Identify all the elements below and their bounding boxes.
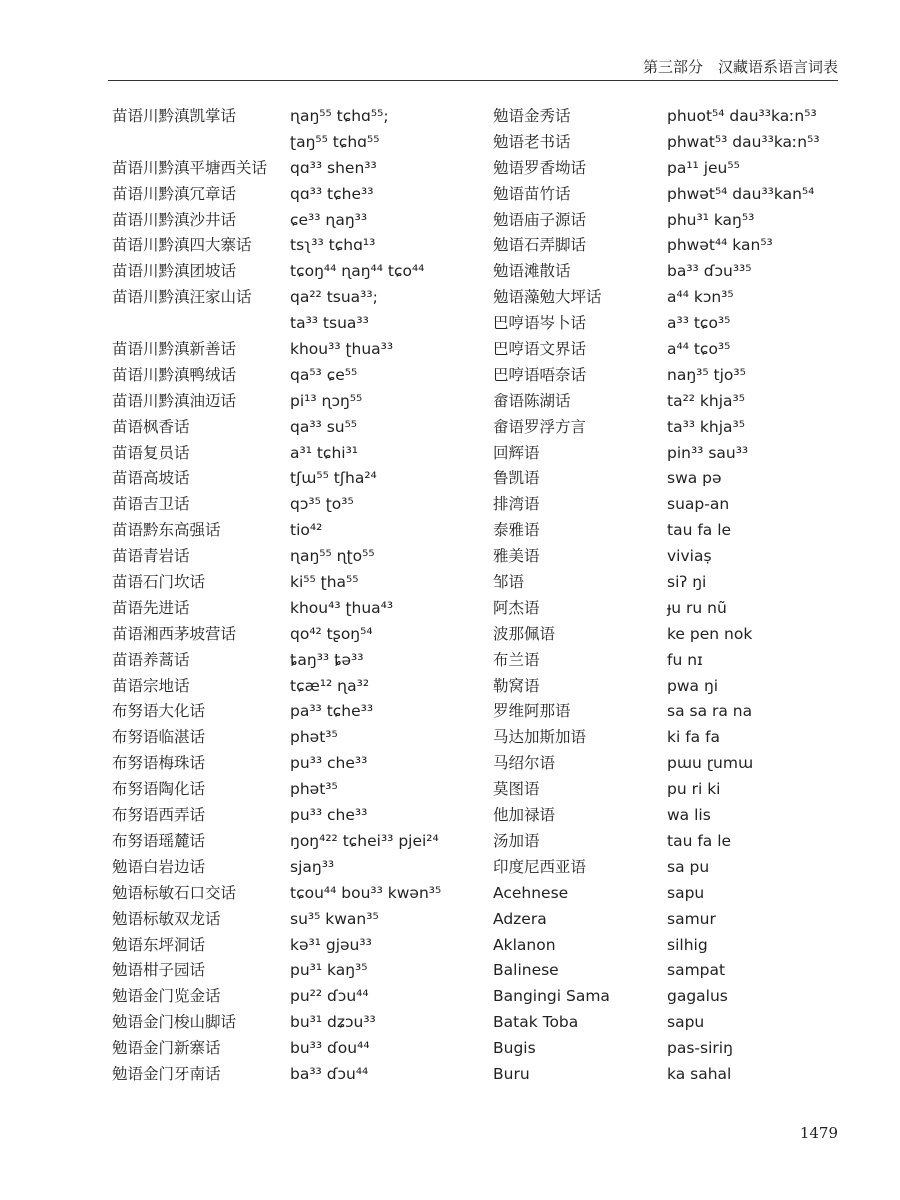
page-number: 1479 bbox=[799, 1124, 838, 1142]
language-name: 苗语川黔滇凯掌话 bbox=[112, 107, 237, 125]
language-name: 畲语罗浮方言 bbox=[493, 417, 587, 436]
word-form: phət³⁵ bbox=[290, 728, 338, 747]
word-form: ta²² khja³⁵ bbox=[667, 391, 745, 410]
word-form: siʔ ŋi bbox=[667, 573, 707, 592]
word-form: tɕæ¹² ɳa³² bbox=[290, 676, 370, 695]
word-form: pi¹³ ɳɔŋ⁵⁵ bbox=[290, 391, 363, 410]
language-name: Acehnese bbox=[493, 883, 569, 902]
language-name: 泰雅语 bbox=[493, 521, 540, 540]
language-name: 苗语枫香话 bbox=[112, 417, 190, 436]
word-form: ɳaŋ⁵⁵ ɳʈo⁵⁵ bbox=[290, 547, 375, 566]
word-form: phu³¹ kaŋ⁵³ bbox=[667, 210, 755, 229]
word-form: qɑ³³ shen³³ bbox=[290, 158, 377, 177]
language-name: 苗语高坡话 bbox=[112, 469, 190, 488]
language-name: 汤加语 bbox=[493, 831, 540, 850]
word-form: ʈaŋ⁵⁵ tɕhɑ⁵⁵ bbox=[290, 132, 380, 151]
word-form: ba³³ ɗɔu⁴⁴ bbox=[290, 1064, 369, 1083]
language-name: 勉语藻勉大坪话 bbox=[493, 288, 602, 307]
word-form: pin³³ sau³³ bbox=[667, 443, 749, 462]
word-form: pwa ŋi bbox=[667, 676, 719, 695]
language-name: 苗语川黔滇新善话 bbox=[112, 340, 237, 359]
language-name: 勉语金门牙南话 bbox=[112, 1064, 221, 1083]
word-form: phwət⁵⁴ dau³³kan⁵⁴ bbox=[667, 184, 815, 203]
word-form: naŋ³⁵ tjo³⁵ bbox=[667, 365, 746, 384]
word-form: ba³³ ɗɔu³³⁵ bbox=[667, 262, 752, 281]
language-name: 布努语瑶麓话 bbox=[112, 831, 206, 850]
language-name bbox=[112, 311, 290, 337]
language-name: 罗维阿那语 bbox=[493, 702, 571, 721]
language-name: 苗语吉卫话 bbox=[112, 495, 190, 514]
word-form: pas-siriŋ bbox=[667, 1039, 733, 1058]
language-name: Bangingi Sama bbox=[493, 987, 610, 1006]
language-name: 勉语标敏双龙话 bbox=[112, 909, 221, 928]
language-name: 鲁凯语 bbox=[493, 469, 540, 488]
language-name: 苗语川黔滇汪家山话 bbox=[112, 288, 252, 307]
word-form: pu³³ che³³ bbox=[290, 754, 368, 773]
word-form: qɔ³⁵ ʈo³⁵ bbox=[290, 495, 354, 514]
language-name: Bugis bbox=[493, 1039, 536, 1058]
language-name: 莫图语 bbox=[493, 780, 540, 799]
word-form: tʃɯ⁵⁵ tʃha²⁴ bbox=[290, 469, 377, 488]
word-form: ta³³ khja³⁵ bbox=[667, 417, 745, 436]
language-name: 布努语大化话 bbox=[112, 702, 206, 721]
language-name: 勉语金门览金话 bbox=[112, 987, 221, 1006]
word-form: khou⁴³ ʈhua⁴³ bbox=[290, 598, 394, 617]
language-name: Adzera bbox=[493, 909, 547, 928]
language-name: 布努语西弄话 bbox=[112, 806, 206, 825]
word-form: ɕe³³ ɳaŋ³³ bbox=[290, 210, 368, 229]
language-name: 苗语川黔滇四大寨话 bbox=[112, 236, 252, 255]
language-name: 苗语川黔滇团坡话 bbox=[112, 262, 237, 281]
word-form: ta³³ tsua³³ bbox=[290, 314, 369, 333]
word-form: fu nɪ bbox=[667, 650, 703, 669]
word-form: tau fa le bbox=[667, 521, 732, 540]
language-name: 苗语先进话 bbox=[112, 598, 190, 617]
language-name: 他加禄语 bbox=[493, 806, 556, 825]
word-form: viviaṣ bbox=[667, 547, 712, 566]
word-form: a³³ tɕo³⁵ bbox=[667, 314, 731, 333]
language-name: 巴哼语唔奈话 bbox=[493, 365, 587, 384]
word-form: sa sa ra na bbox=[667, 702, 753, 721]
language-name: 回辉语 bbox=[493, 443, 540, 462]
word-form: su³⁵ kwan³⁵ bbox=[290, 909, 379, 928]
word-form: a⁴⁴ kɔn³⁵ bbox=[667, 288, 734, 307]
language-name: 阿杰语 bbox=[493, 598, 540, 617]
language-name: 勉语金秀话 bbox=[493, 107, 571, 125]
word-form: swa pə bbox=[667, 469, 722, 488]
right-language-column bbox=[493, 104, 665, 1088]
language-name: Balinese bbox=[493, 961, 559, 980]
word-form: qa⁵³ ɕe⁵⁵ bbox=[290, 365, 358, 384]
language-name: 苗语川黔滇油迈话 bbox=[112, 391, 237, 410]
word-form: pa¹¹ jeu⁵⁵ bbox=[667, 158, 740, 177]
left-language-column bbox=[112, 104, 290, 1088]
language-name: 勉语石弄脚话 bbox=[493, 236, 587, 255]
word-form: phuot⁵⁴ dau³³kaːn⁵³ bbox=[667, 107, 817, 125]
right-form-column bbox=[667, 104, 842, 1088]
language-name: 勒窝语 bbox=[493, 676, 540, 695]
language-name: 勉语苗竹话 bbox=[493, 184, 571, 203]
word-form: qa²² tsua³³; bbox=[290, 288, 378, 307]
running-header: 第三部分 汉藏语系语言词表 bbox=[642, 58, 838, 76]
language-name bbox=[112, 130, 290, 156]
word-form: ɟu ru nũ bbox=[667, 598, 727, 617]
language-name: Batak Toba bbox=[493, 1013, 579, 1032]
language-name: 苗语黔东高强话 bbox=[112, 521, 221, 540]
language-name: 勉语东坪洞话 bbox=[112, 935, 206, 954]
word-form: pu ri ki bbox=[667, 780, 721, 799]
word-form: a³¹ tɕhi³¹ bbox=[290, 443, 359, 462]
language-name: 苗语川黔滇冗章话 bbox=[112, 184, 237, 203]
language-name: 苗语川黔滇沙井话 bbox=[112, 210, 237, 229]
language-name: 马达加斯加语 bbox=[493, 728, 587, 747]
word-form: ɳaŋ⁵⁵ tɕhɑ⁵⁵; bbox=[290, 107, 389, 125]
word-form: samur bbox=[667, 909, 716, 928]
word-form: sapu bbox=[667, 883, 705, 902]
language-name: 巴哼语岑卜话 bbox=[493, 314, 587, 333]
word-form: wa lis bbox=[667, 806, 711, 825]
word-form: ke pen nok bbox=[667, 624, 753, 643]
word-form: khou³³ ʈhua³³ bbox=[290, 340, 394, 359]
language-name: 苗语川黔滇鸭绒话 bbox=[112, 365, 237, 384]
language-name: 布努语梅珠话 bbox=[112, 754, 206, 773]
language-name: Aklanon bbox=[493, 935, 556, 954]
word-form: qo⁴² tʂoŋ⁵⁴ bbox=[290, 624, 373, 643]
word-form: suap-an bbox=[667, 495, 730, 514]
word-form: tsʅ³³ tɕhɑ¹³ bbox=[290, 236, 376, 255]
language-name: 苗语川黔滇平塘西关话 bbox=[112, 158, 268, 177]
language-name: 勉语金门新寨话 bbox=[112, 1039, 221, 1058]
language-name: 勉语标敏石口交话 bbox=[112, 883, 237, 902]
language-name: 勉语白岩边话 bbox=[112, 857, 206, 876]
word-form: phwat⁵³ dau³³kaːn⁵³ bbox=[667, 132, 820, 151]
word-form: bu³¹ dʑɔu³³ bbox=[290, 1013, 376, 1032]
language-name: 勉语金门梭山脚话 bbox=[112, 1013, 237, 1032]
language-name: 勉语柑子园话 bbox=[112, 961, 206, 980]
word-form: sjaŋ³³ bbox=[290, 857, 335, 876]
language-name: 布努语陶化话 bbox=[112, 780, 206, 799]
word-form: pu³³ che³³ bbox=[290, 806, 368, 825]
word-form: ŋoŋ⁴²² tɕhei³³ pjei²⁴ bbox=[290, 831, 439, 850]
word-form: bu³³ ɗou⁴⁴ bbox=[290, 1039, 370, 1058]
word-form: ki⁵⁵ ʈha⁵⁵ bbox=[290, 573, 359, 592]
word-form: gagalus bbox=[667, 987, 728, 1006]
language-name: 苗语宗地话 bbox=[112, 676, 190, 695]
language-name: 勉语老书话 bbox=[493, 132, 571, 151]
word-form: tio⁴² bbox=[290, 521, 323, 540]
header-rule bbox=[108, 80, 838, 81]
language-name: 苗语青岩话 bbox=[112, 547, 190, 566]
language-name: 勉语滩散话 bbox=[493, 262, 571, 281]
word-form: tɕou⁴⁴ bou³³ kwən³⁵ bbox=[290, 883, 442, 902]
word-form: silhig bbox=[667, 935, 708, 954]
language-name: 布努语临湛话 bbox=[112, 728, 206, 747]
word-form: ka sahal bbox=[667, 1064, 732, 1083]
language-name: 邹语 bbox=[493, 573, 525, 592]
language-name: 苗语石门坎话 bbox=[112, 573, 206, 592]
word-form: qa³³ su⁵⁵ bbox=[290, 417, 358, 436]
word-form: a⁴⁴ tɕo³⁵ bbox=[667, 340, 731, 359]
word-form: pa³³ tɕhe³³ bbox=[290, 702, 374, 721]
word-form: pu³¹ kaŋ³⁵ bbox=[290, 961, 368, 980]
language-name: 苗语养蒿话 bbox=[112, 650, 190, 669]
language-name: 波那佩语 bbox=[493, 624, 556, 643]
word-form: kə³¹ gjəu³³ bbox=[290, 935, 372, 954]
word-form: sampat bbox=[667, 961, 726, 980]
language-name: 布兰语 bbox=[493, 650, 540, 669]
word-form: qɑ³³ tɕhe³³ bbox=[290, 184, 374, 203]
language-name: 排湾语 bbox=[493, 495, 540, 514]
language-name: 巴哼语文界话 bbox=[493, 340, 587, 359]
language-name: 苗语复员话 bbox=[112, 443, 190, 462]
word-form: tɕoŋ⁴⁴ ɳaŋ⁴⁴ tɕo⁴⁴ bbox=[290, 262, 425, 281]
language-name: 畲语陈湖话 bbox=[493, 391, 571, 410]
word-form: pu²² ɗɔu⁴⁴ bbox=[290, 987, 369, 1006]
language-name: Buru bbox=[493, 1064, 530, 1083]
language-name: 苗语湘西茅坡营话 bbox=[112, 624, 237, 643]
left-form-column bbox=[290, 104, 490, 1088]
language-name: 勉语罗香坳话 bbox=[493, 158, 587, 177]
language-name: 印度尼西亚语 bbox=[493, 857, 587, 876]
word-form: tau fa le bbox=[667, 831, 732, 850]
word-form: ki fa fa bbox=[667, 728, 721, 747]
word-form: pɯu ɽumɯ bbox=[667, 754, 754, 773]
word-form: sapu bbox=[667, 1013, 705, 1032]
word-form: phət³⁵ bbox=[290, 780, 338, 799]
word-form: phwət⁴⁴ kan⁵³ bbox=[667, 236, 773, 255]
language-name: 雅美语 bbox=[493, 547, 540, 566]
language-name: 勉语庙子源话 bbox=[493, 210, 587, 229]
word-form: sa pu bbox=[667, 857, 710, 876]
language-name: 马绍尔语 bbox=[493, 754, 556, 773]
word-form: ȶaŋ³³ ȶə³³ bbox=[290, 650, 364, 669]
